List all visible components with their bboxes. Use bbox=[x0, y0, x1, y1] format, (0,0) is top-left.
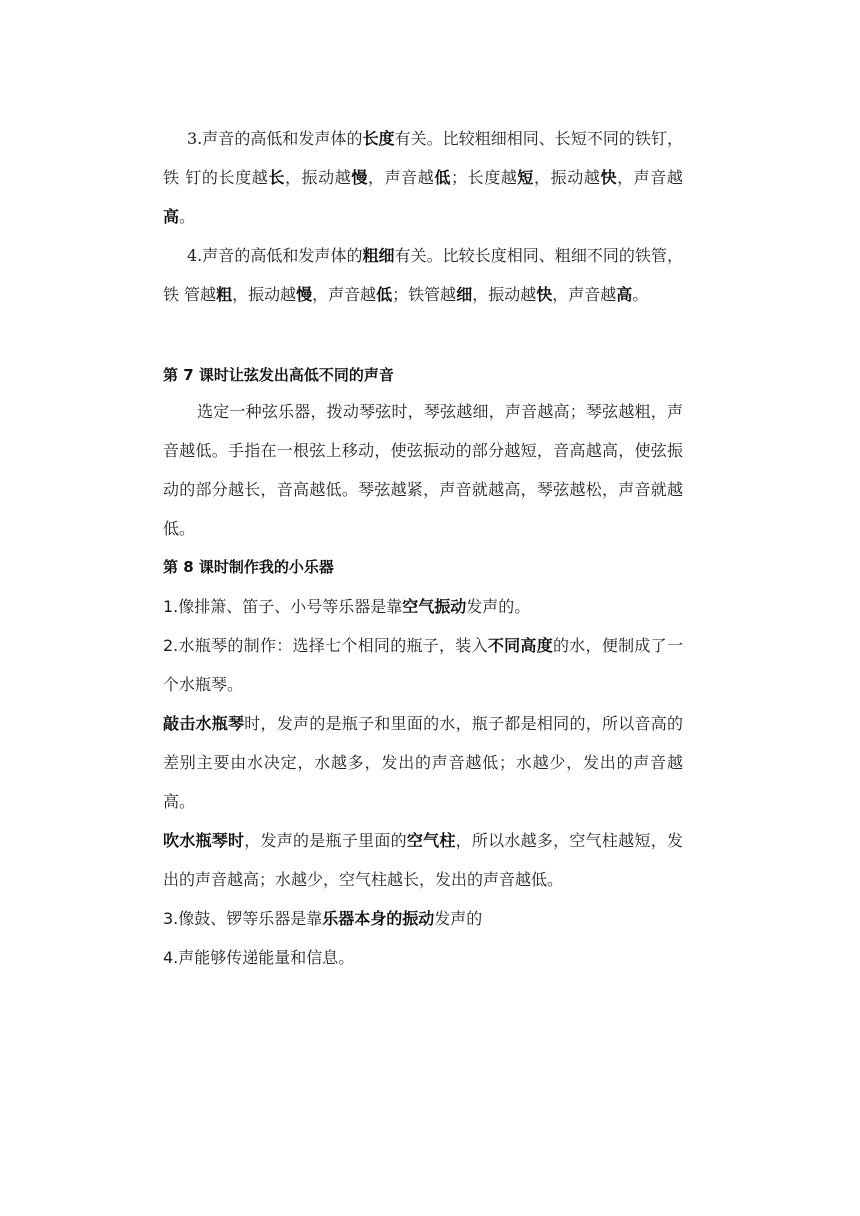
text-run: 声音的高低和发声体的 bbox=[202, 246, 363, 265]
bold-text: 快 bbox=[536, 285, 553, 304]
text-run: 像排箫、笛子、小号等乐器是靠 bbox=[178, 597, 403, 616]
lesson-7-paragraph: 选定一种弦乐器，拨动琴弦时，琴弦越细，声音越高；琴弦越粗，声音越低。手指在一根弦上移动，使弦振动的部分越短，音高越高，使弦振动的部分越长，音高越低。琴弦越紧，声音就越高，琴弦越松，声音就越低。 bbox=[163, 402, 683, 538]
bold-text: 吹水瓶琴时 bbox=[163, 831, 245, 850]
text-run: 有关。比较粗细相同、长短不同的铁钉，铁 钉的长度越 bbox=[163, 129, 683, 187]
bold-text: 短 bbox=[517, 168, 535, 187]
paragraph-blow-bottles bbox=[163, 821, 683, 899]
text-run: 时，发声的是瓶子和里面的水，瓶子都是相同的，所以音高的差别主要由水决定，水越多，发出的声音越低；水越少，发出的声音越高。 bbox=[163, 714, 683, 811]
item-number: 4. bbox=[163, 948, 179, 967]
text-run: ，发声的是瓶子里面的 bbox=[244, 831, 407, 850]
bold-text: 敲击水瓶琴 bbox=[163, 714, 245, 733]
paragraph-length-pitch bbox=[163, 119, 683, 236]
item-number: 3. bbox=[187, 129, 203, 148]
bold-text: 空气振动 bbox=[402, 597, 467, 616]
paragraph-drums-gongs bbox=[163, 899, 683, 938]
text-run: ，声音越 bbox=[617, 168, 683, 187]
text-run: 的水，便制成了一个水瓶琴。 bbox=[163, 636, 683, 694]
text-run: ，所以水越多，空气柱越短，发出的声音越高；水越少，空气柱越长，发出的声音越低。 bbox=[163, 831, 683, 889]
text-run: 。 bbox=[632, 285, 649, 304]
text-run: ，声音越 bbox=[552, 285, 617, 304]
text-run: ，声音越 bbox=[367, 168, 435, 187]
text-run: 像鼓、锣等乐器是靠 bbox=[178, 909, 323, 928]
text-run: 发声的。 bbox=[466, 597, 531, 616]
text-run: ，振动越 bbox=[472, 285, 537, 304]
item-number: 4. bbox=[187, 246, 203, 265]
paragraph-strike-bottles bbox=[163, 704, 683, 821]
item-number: 2. bbox=[163, 636, 179, 655]
text-run: 有关。比较长度相同、粗细不同的铁管，铁 管越 bbox=[163, 246, 683, 304]
paragraph-sound-energy bbox=[163, 938, 683, 977]
bold-text: 低 bbox=[434, 168, 451, 187]
bold-text: 慢 bbox=[351, 168, 368, 187]
text-run: 声能够传递能量和信息。 bbox=[178, 948, 355, 967]
bold-text: 不同高度 bbox=[487, 636, 553, 655]
item-number: 1. bbox=[163, 597, 179, 616]
lesson-7-heading: 第 7 课时让弦发出高低不同的声音 bbox=[163, 366, 394, 384]
text-run: ，振动越 bbox=[534, 168, 601, 187]
text-run: 。 bbox=[179, 207, 196, 226]
text-run: ；长度越 bbox=[451, 168, 518, 187]
bold-text: 粗 bbox=[216, 285, 233, 304]
lesson-8-heading: 第 8 课时制作我的小乐器 bbox=[163, 558, 334, 576]
bold-text: 长度 bbox=[362, 129, 395, 148]
bold-text: 粗细 bbox=[362, 246, 395, 265]
text-run: ；铁管越 bbox=[392, 285, 457, 304]
bold-text: 高 bbox=[163, 207, 180, 226]
bold-text: 高 bbox=[616, 285, 633, 304]
bold-text: 细 bbox=[456, 285, 473, 304]
text-run: 水瓶琴的制作：选择七个相同的瓶子，装入 bbox=[178, 636, 488, 655]
bold-text: 快 bbox=[600, 168, 618, 187]
bold-text: 长 bbox=[268, 168, 285, 187]
text-run: ，声音越 bbox=[312, 285, 377, 304]
paragraph-water-bottle-making bbox=[163, 626, 683, 704]
bold-text: 低 bbox=[376, 285, 393, 304]
text-run: 声音的高低和发声体的 bbox=[202, 129, 363, 148]
bold-text: 乐器本身的振动 bbox=[322, 909, 435, 928]
bold-text: 慢 bbox=[296, 285, 313, 304]
bold-text: 空气柱 bbox=[406, 831, 456, 850]
text-run: 发声的 bbox=[434, 909, 483, 928]
item-number: 3. bbox=[163, 909, 179, 928]
paragraph-thickness-pitch bbox=[163, 236, 683, 314]
text-run: ，振动越 bbox=[284, 168, 352, 187]
paragraph-wind-instruments bbox=[163, 587, 683, 626]
text-run: ，振动越 bbox=[232, 285, 297, 304]
